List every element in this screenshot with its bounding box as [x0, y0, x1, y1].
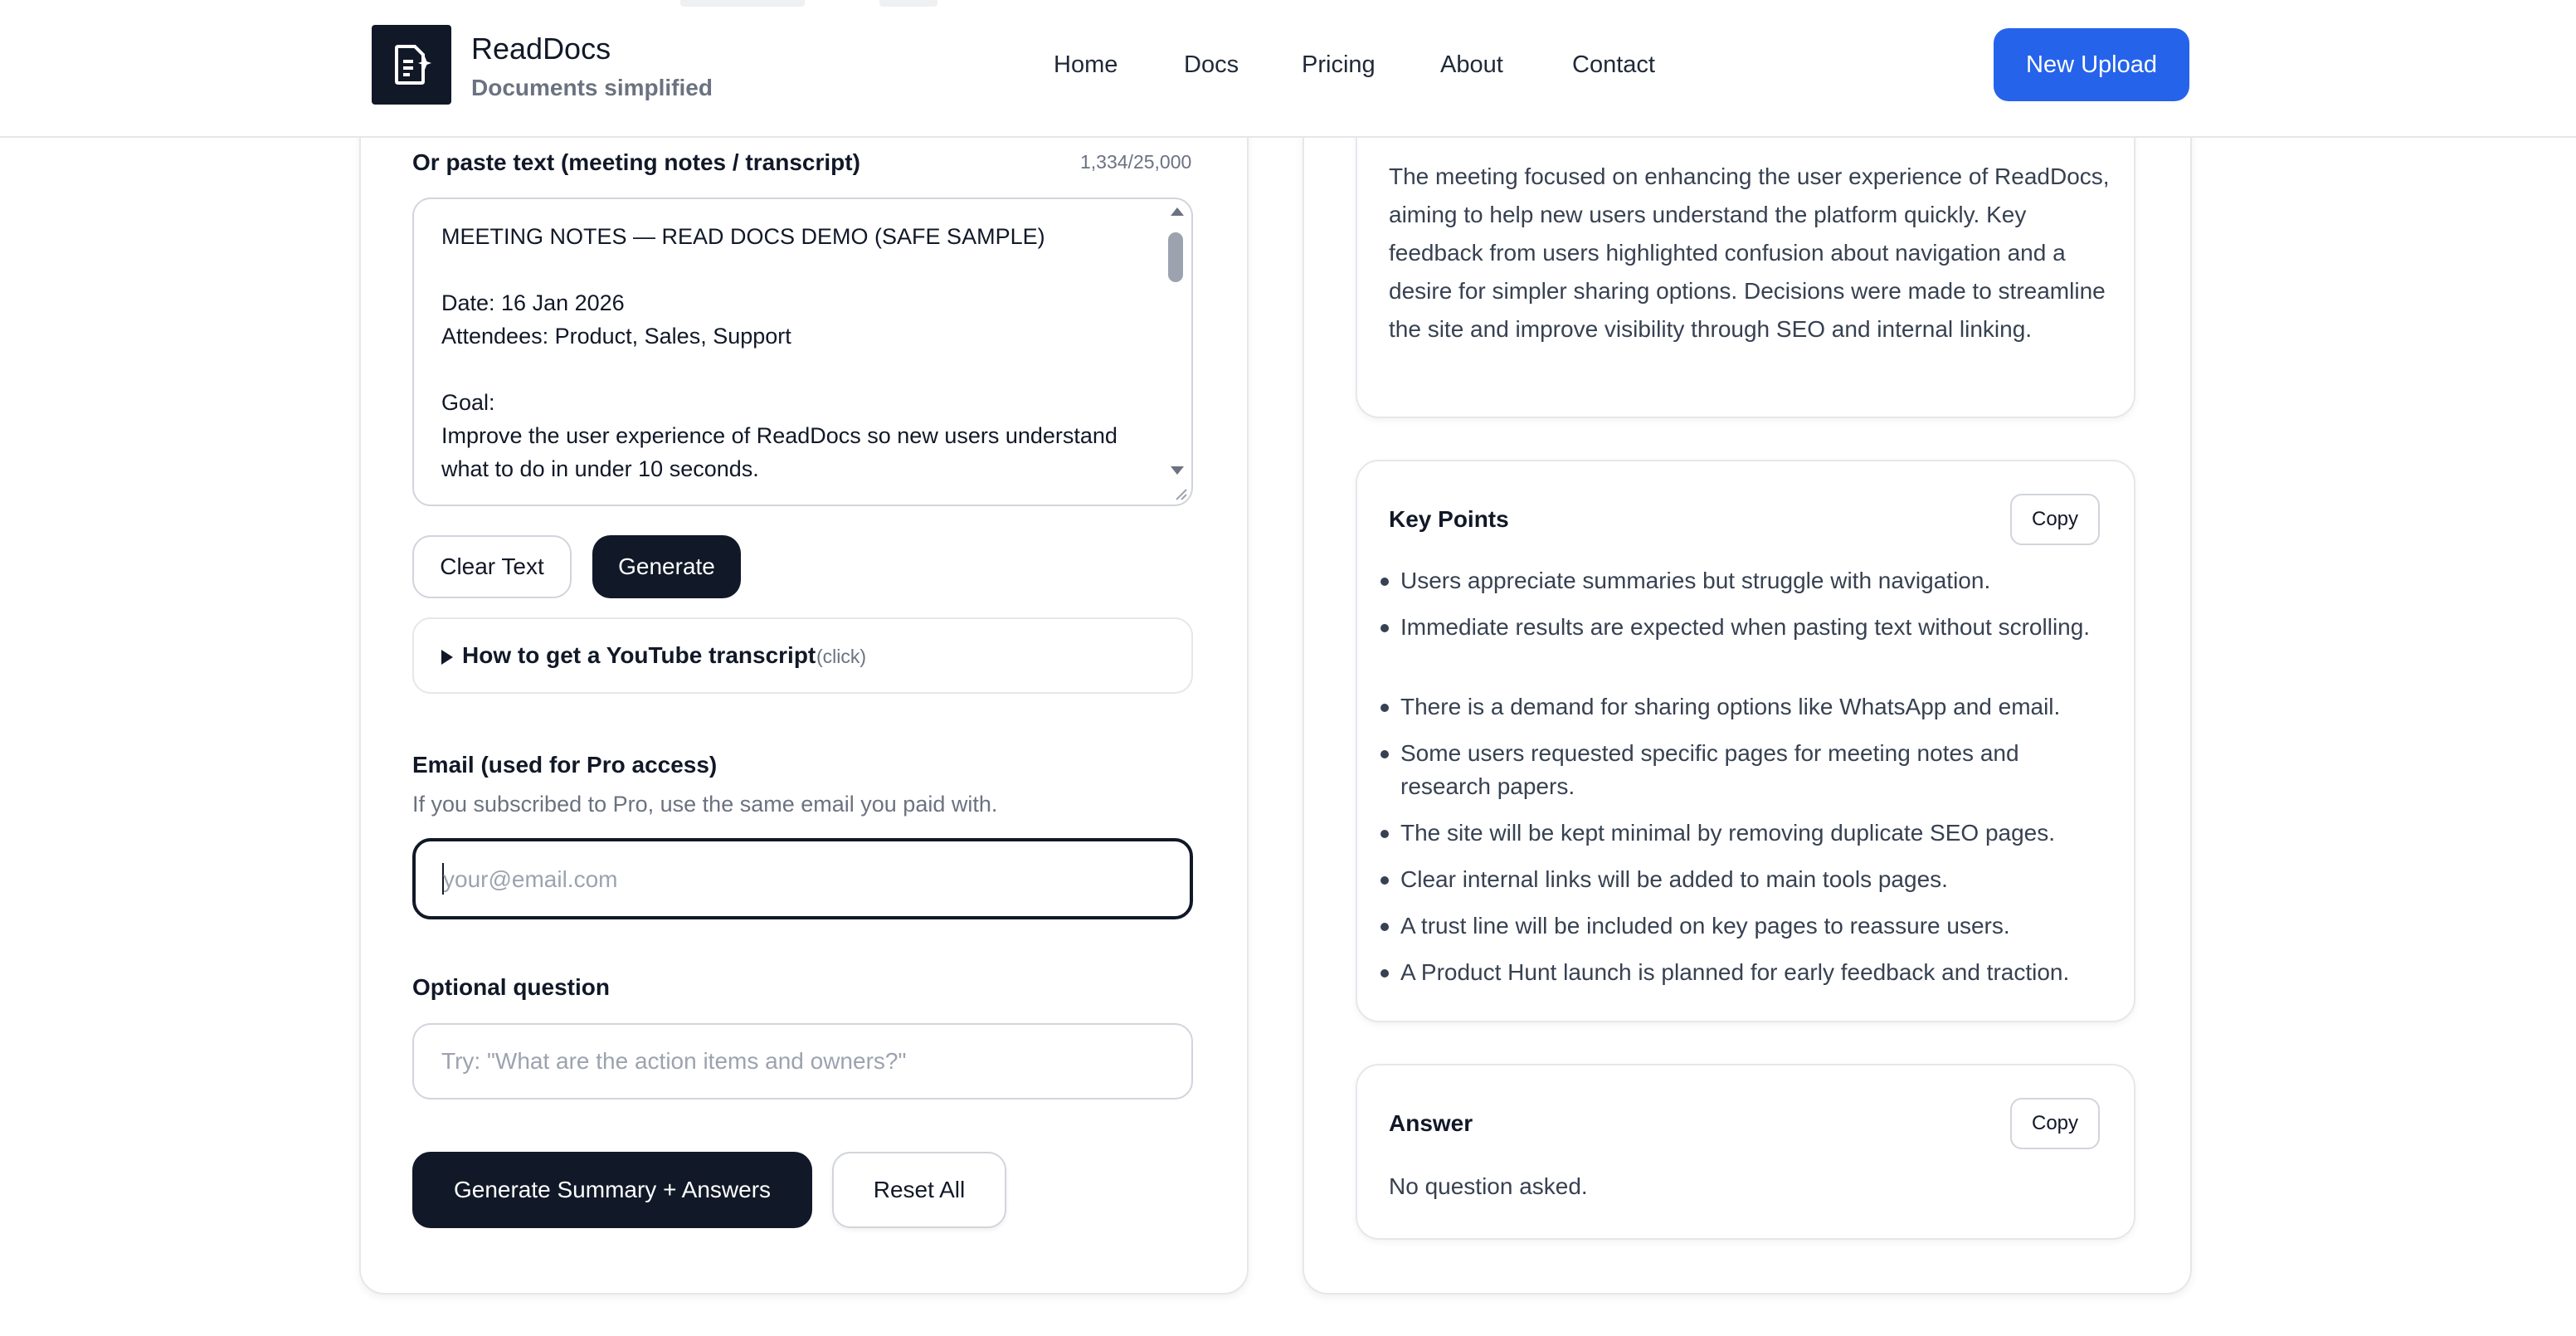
- email-hint: If you subscribed to Pro, use the same email you paid with.: [412, 792, 998, 817]
- brand-title: ReadDocs: [471, 32, 611, 66]
- key-point-item: A trust line will be included on key pages to reassure users.: [1400, 909, 2114, 943]
- site-header: [0, 0, 2576, 138]
- scrolled-content-ghost: [879, 0, 937, 7]
- nav-about[interactable]: About: [1440, 51, 1503, 78]
- transcript-textarea[interactable]: [412, 197, 1193, 506]
- new-upload-button[interactable]: New Upload: [1994, 28, 2189, 101]
- document-sparkle-icon: [388, 41, 435, 88]
- textarea-line: Date: 16 Jan 2026: [441, 290, 625, 315]
- key-point-item: The site will be kept minimal by removing duplicate SEO pages.: [1400, 817, 2114, 850]
- youtube-transcript-summary: How to get a YouTube transcript: [462, 642, 816, 668]
- key-points-copy-button[interactable]: Copy: [2010, 494, 2100, 545]
- scroll-down-icon: [1171, 466, 1184, 475]
- textarea-line: MEETING NOTES — READ DOCS DEMO (SAFE SAMPLE): [441, 224, 1045, 249]
- reset-all-button[interactable]: Reset All: [832, 1152, 1006, 1228]
- answer-copy-button[interactable]: Copy: [2010, 1098, 2100, 1149]
- resize-grip-icon[interactable]: [1173, 486, 1188, 501]
- email-label: Email (used for Pro access): [412, 752, 718, 778]
- youtube-transcript-hint: (click): [816, 646, 867, 667]
- logo[interactable]: [372, 25, 451, 105]
- scrolled-content-ghost: [680, 0, 805, 7]
- key-points-title: Key Points: [1389, 506, 1509, 532]
- key-point-item: Immediate results are expected when pasting text without scrolling.: [1400, 611, 2114, 644]
- nav-pricing[interactable]: Pricing: [1302, 51, 1376, 78]
- email-placeholder: your@email.com: [443, 866, 618, 892]
- scroll-thumb[interactable]: [1168, 232, 1183, 282]
- youtube-transcript-details[interactable]: [412, 617, 1193, 694]
- key-point-item: Users appreciate summaries but struggle with navigation.: [1400, 564, 2114, 597]
- paste-label: Or paste text (meeting notes / transcript): [412, 149, 860, 175]
- char-count: 1,334/25,000: [1080, 151, 1192, 173]
- question-field[interactable]: [412, 1023, 1193, 1100]
- key-point-item: Clear internal links will be added to main tools pages.: [1400, 863, 2114, 896]
- key-point-item: There is a demand for sharing options like WhatsApp and email.: [1400, 690, 2114, 724]
- triangle-right-icon: [441, 649, 454, 666]
- generate-summary-answers-button[interactable]: Generate Summary + Answers: [412, 1152, 812, 1228]
- answer-text: No question asked.: [1389, 1173, 1588, 1199]
- textarea-line: Attendees: Product, Sales, Support: [441, 324, 791, 349]
- key-point-item: A Product Hunt launch is planned for early feedback and traction.: [1400, 956, 2114, 989]
- answer-title: Answer: [1389, 1110, 1473, 1136]
- scroll-up-icon: [1171, 207, 1184, 216]
- generate-button[interactable]: Generate: [592, 535, 741, 598]
- brand-subtitle: Documents simplified: [471, 75, 713, 100]
- nav-home[interactable]: Home: [1054, 51, 1118, 78]
- key-point-item: Some users requested specific pages for meeting notes and research papers.: [1400, 737, 2114, 803]
- textarea-line: Improve the user experience of ReadDocs so new users understand: [441, 423, 1118, 448]
- nav-contact[interactable]: Contact: [1572, 51, 1655, 78]
- answer-panel: [1356, 1064, 2135, 1240]
- question-placeholder: Try: "What are the action items and owners?": [441, 1048, 907, 1074]
- question-label: Optional question: [412, 974, 610, 1000]
- email-field[interactable]: [412, 838, 1193, 919]
- textarea-line: Goal:: [441, 390, 495, 415]
- textarea-line: what to do in under 10 seconds.: [441, 456, 759, 481]
- summary-text: The meeting focused on enhancing the user experience of ReadDocs, aiming to help new users understand the platform quickly. Key feedback from users highlighted confusion about navigation and a desire for simpler sharing options. Decisions were made to streamline the site and improve visibility through SEO and internal linking.: [1389, 163, 2110, 342]
- clear-text-button[interactable]: Clear Text: [412, 535, 572, 598]
- nav-docs[interactable]: Docs: [1184, 51, 1239, 78]
